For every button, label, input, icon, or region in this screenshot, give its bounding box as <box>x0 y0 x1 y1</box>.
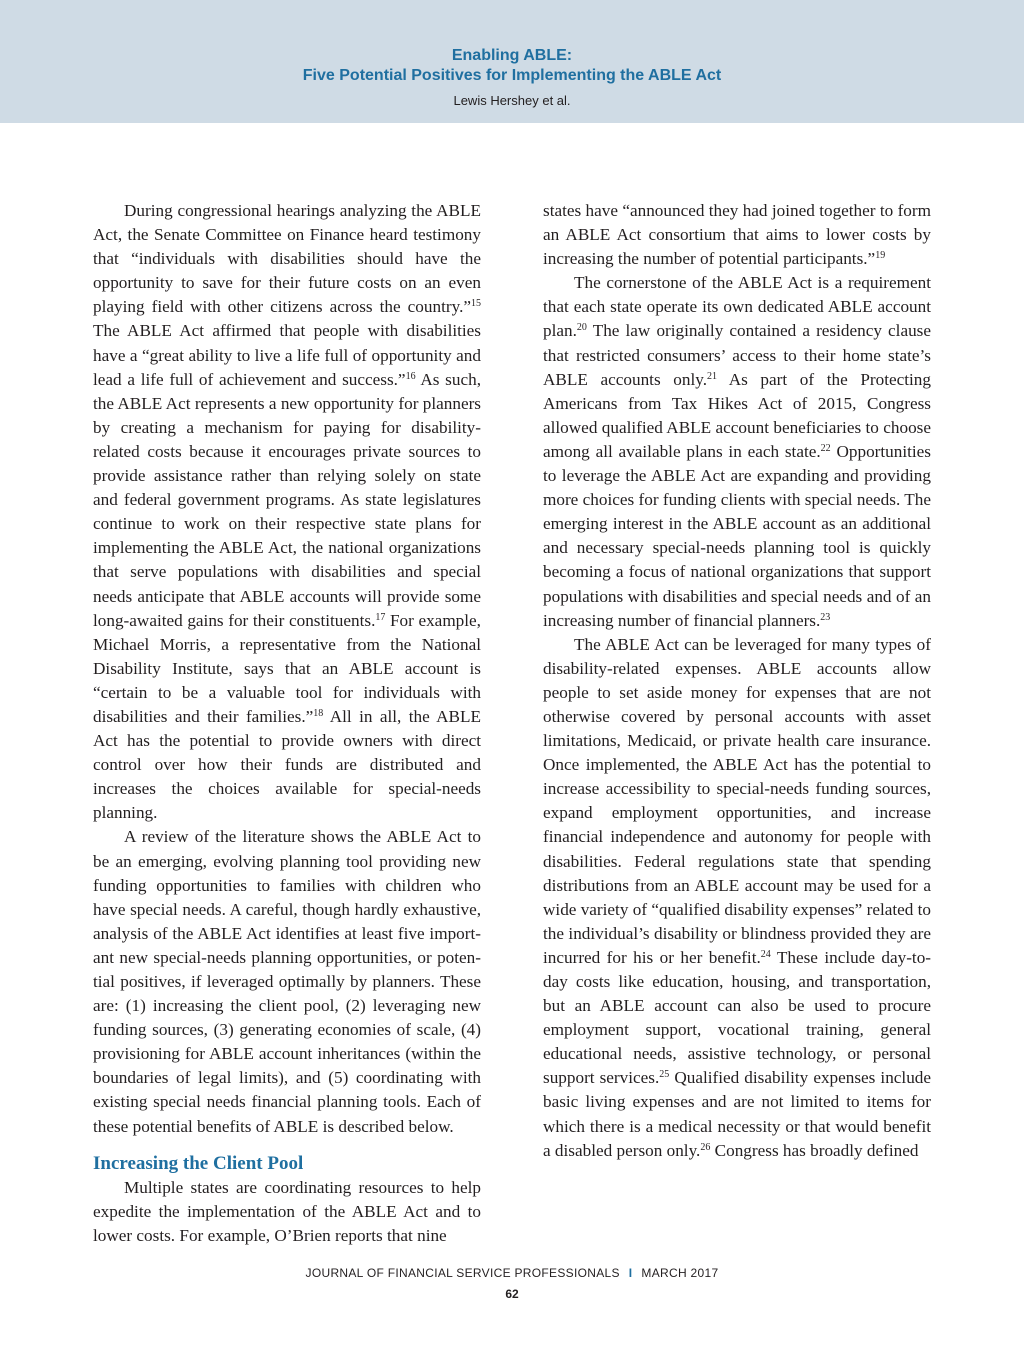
footnote-ref: 18 <box>313 707 324 719</box>
body-paragraph: The ABLE Act can be leveraged for many types of disability-related expenses. ABLE accounts allow people to set aside money for expenses that are not otherwise covered by personal accounts with asset limitations, Medicaid, or private health care insurance. Once implemented, the ABLE Act has the potential to increase accessibility to special-needs funding sources, expand employment opportunities, and increase financial independence and autonomy for people with disabilities. Federal regulations state that spending distributions from an ABLE account may be used for a wide variety of “qualified disability expenses” related to the individual’s disability or blindness provided they are incurred for his or her benefit.$^{24}$ These include day-to-day costs like education, housing, and transportation, but an ABLE account can also be used to procure employment support, vocational training, general educational needs, assistive technology, or personal support services.$^{25}$ Qualified disability expenses include basic living expenses and are not limited to items for which there is a medical necessity or that would benefit a disabled person only.$^{26}$ Congress has broadly defined <box>543 634 932 1160</box>
footnote-ref: 26 <box>700 1141 711 1153</box>
body-paragraph: The cornerstone of the ABLE Act is a requirement that each state operate its own dedicated ABLE account plan.$^{20}$ The law originally contained a residency clause that restricted consumers’ access to their home state’s ABLE accounts only.$^{21}$ As part of the Protecting Americans from Tax Hikes Act of 2015, Congress allowed qualified ABLE account beneficiaries to choose among all available plans in each state.$^{22}$ Opportunities to leverage the ABLE Act are expanding and providing more choices for funding clients with special needs. The emerging interest in the ABLE account as an additional and necessary special-needs planning tool is quickly becoming a focus of national organizations that support populations with disabilities and special needs and of an increasing number of financial planners.$^{23}$ <box>543 273 931 630</box>
footnote-ref: 16 <box>405 370 416 382</box>
footnote-ref: 24 <box>760 948 771 960</box>
page-number: 62 <box>505 1287 519 1301</box>
article-title-line-1: Enabling ABLE: <box>451 47 573 64</box>
footnote-ref: 20 <box>576 322 587 334</box>
body-paragraph: During congressional hearings analyzing the ABLE Act, the Senate Committee on Finance heard testimony that “individuals with disabilities should have the opportunity to save for their future costs on an even playing field with other citizens across the country.”$^{15}$ The ABLE Act affirmed that people with disabilities have a “great ability to live a life full of opportunity and lead a life full of achievement and success.”$^{16}$ As such, the ABLE Act represents a new opportunity for planners by creating a mechanism for paying for disability-related costs because it encourages private sources to provide assistance rather than relying solely on state and federal government programs. As state legislatures continue to work on their respective state plans for implementing the ABLE Act, the national organizations that serve populations with disabilities and special needs anticipate that ABLE accounts will provide some long-awaited gains for their constituents.$^{17}$ For example, Michael Morris, a representative from the National Disability Institute, says that an ABLE account is “certain to be a valuable tool for individuals with disabilities and their families.”$^{18}$ All in all, the ABLE Act has the potential to provide owners with direct control over how their funds are distributed and increases the choices available for special-needs planning. <box>93 201 482 823</box>
right-column <box>543 199 931 1163</box>
footnote-ref: 19 <box>875 250 886 262</box>
page-footer <box>0 1266 1024 1280</box>
footnote-ref: 17 <box>375 611 386 623</box>
issue-date: MARCH 2017 <box>641 1266 719 1280</box>
section-heading: Increasing the Client Pool <box>93 1152 304 1174</box>
footnote-ref: 25 <box>659 1069 670 1081</box>
footnote-ref: 23 <box>820 611 831 623</box>
footnote-ref: 21 <box>707 370 718 382</box>
footnote-ref: 22 <box>820 442 831 454</box>
journal-name: JOURNAL OF FINANCIAL SERVICE PROFESSIONALS <box>305 1266 620 1280</box>
header-band <box>0 0 1024 123</box>
body-paragraph: states have “announced they had joined together to form an ABLE Act consortium that aims to lower costs by increasing the number of potential participants.”$^{19}$ <box>543 201 931 269</box>
left-column <box>93 199 481 1248</box>
footer-separator: I <box>628 1266 633 1280</box>
body-paragraph: Multiple states are coordinating resources to help expedite the implementation of the ABLE Act and to lower costs. For example, O’Brien reports that nine <box>93 1177 481 1245</box>
body-paragraph: A review of the literature shows the ABLE Act to be an emerging, evolving planning tool providing new funding opportunities to families with children who have special needs. A careful, though hardly exhaustive, analysis of the ABLE Act identifies at least five important new special-needs planning opportunities, or potential positives, if leveraged optimally by planners. These are: (1) increasing the client pool, (2) leveraging new funding sources, (3) generating economies of scale, (4) provisioning for ABLE account inheritances (within the boundaries of legal limits), and (5) coordinating with existing special needs financial planning tools. Each of these potential benefits of ABLE is described below. <box>93 827 481 1136</box>
article-title-line-2: Five Potential Positives for Implementing the ABLE Act <box>302 67 722 84</box>
article-author: Lewis Hershey et al. <box>453 93 571 108</box>
footnote-ref: 15 <box>471 298 481 310</box>
